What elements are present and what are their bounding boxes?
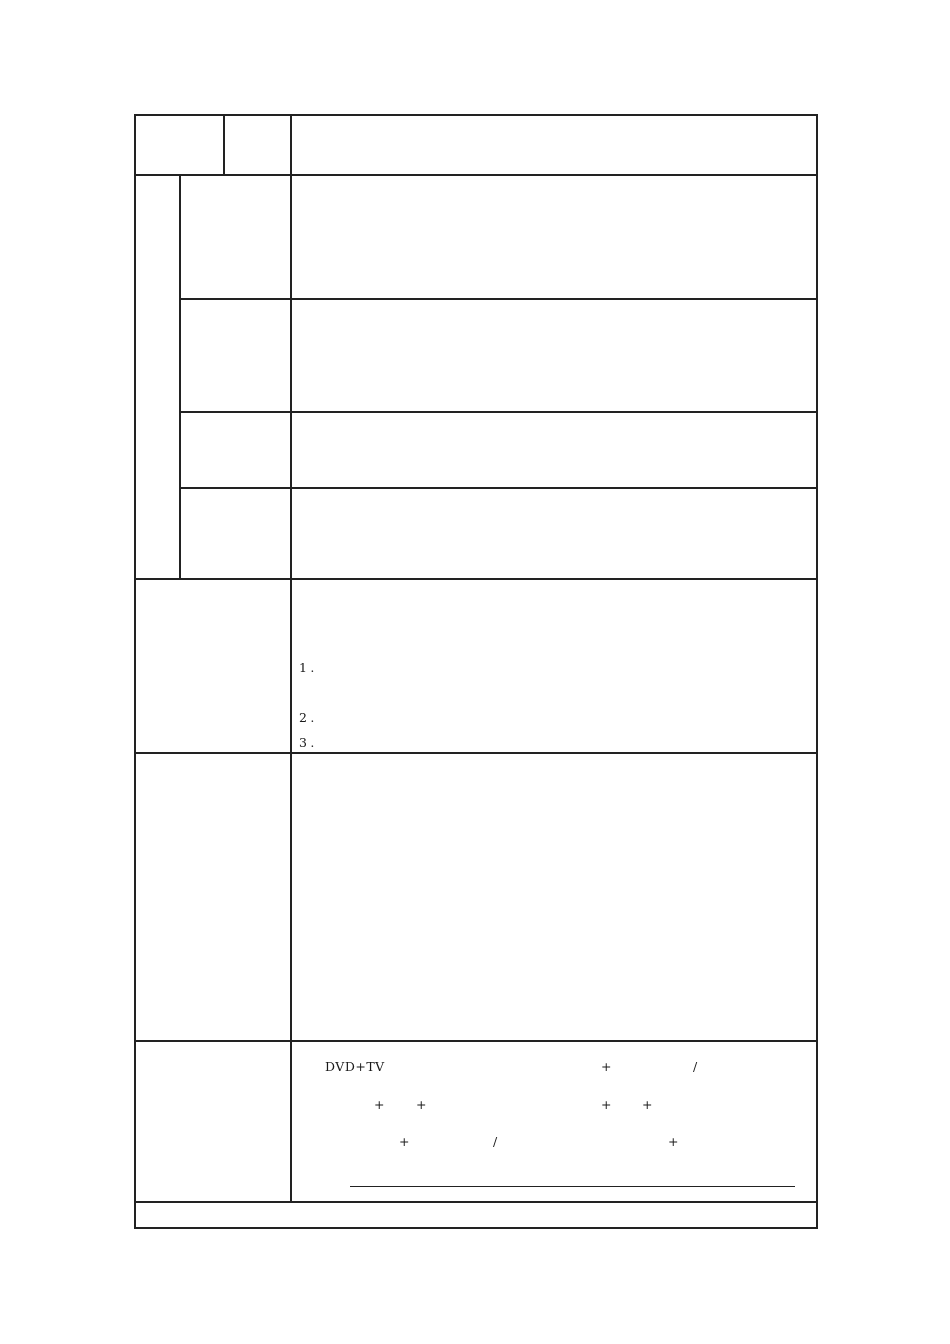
row-divider <box>134 578 818 580</box>
col-divider <box>223 114 225 175</box>
option-label: + <box>416 1097 430 1112</box>
row-divider <box>179 298 818 300</box>
row-divider <box>134 1040 818 1042</box>
option-label: + <box>601 1059 615 1074</box>
row5-line: 2. <box>299 710 318 725</box>
row5-line: 1. <box>299 660 318 675</box>
row-divider <box>134 174 818 176</box>
option-label: + <box>399 1134 413 1149</box>
option-label: + <box>642 1097 656 1112</box>
option-label: DVD+TV <box>325 1059 385 1074</box>
col-divider <box>179 174 181 579</box>
table-border-left <box>134 114 136 1228</box>
row-divider <box>134 752 818 754</box>
option-label: + <box>668 1134 682 1149</box>
option-label: + <box>374 1097 388 1112</box>
option-label: + <box>601 1097 615 1112</box>
row-divider <box>179 411 818 413</box>
other-underline[interactable] <box>350 1186 795 1187</box>
option-label: / <box>693 1059 701 1074</box>
row-divider <box>179 487 818 489</box>
table-border-right <box>816 114 818 1228</box>
row-divider <box>134 1201 818 1203</box>
table-border-bottom <box>134 1227 818 1229</box>
option-label: / <box>493 1134 501 1149</box>
col-divider <box>290 114 292 1202</box>
table-border-top <box>134 114 818 116</box>
row5-line: 3. <box>299 735 318 750</box>
